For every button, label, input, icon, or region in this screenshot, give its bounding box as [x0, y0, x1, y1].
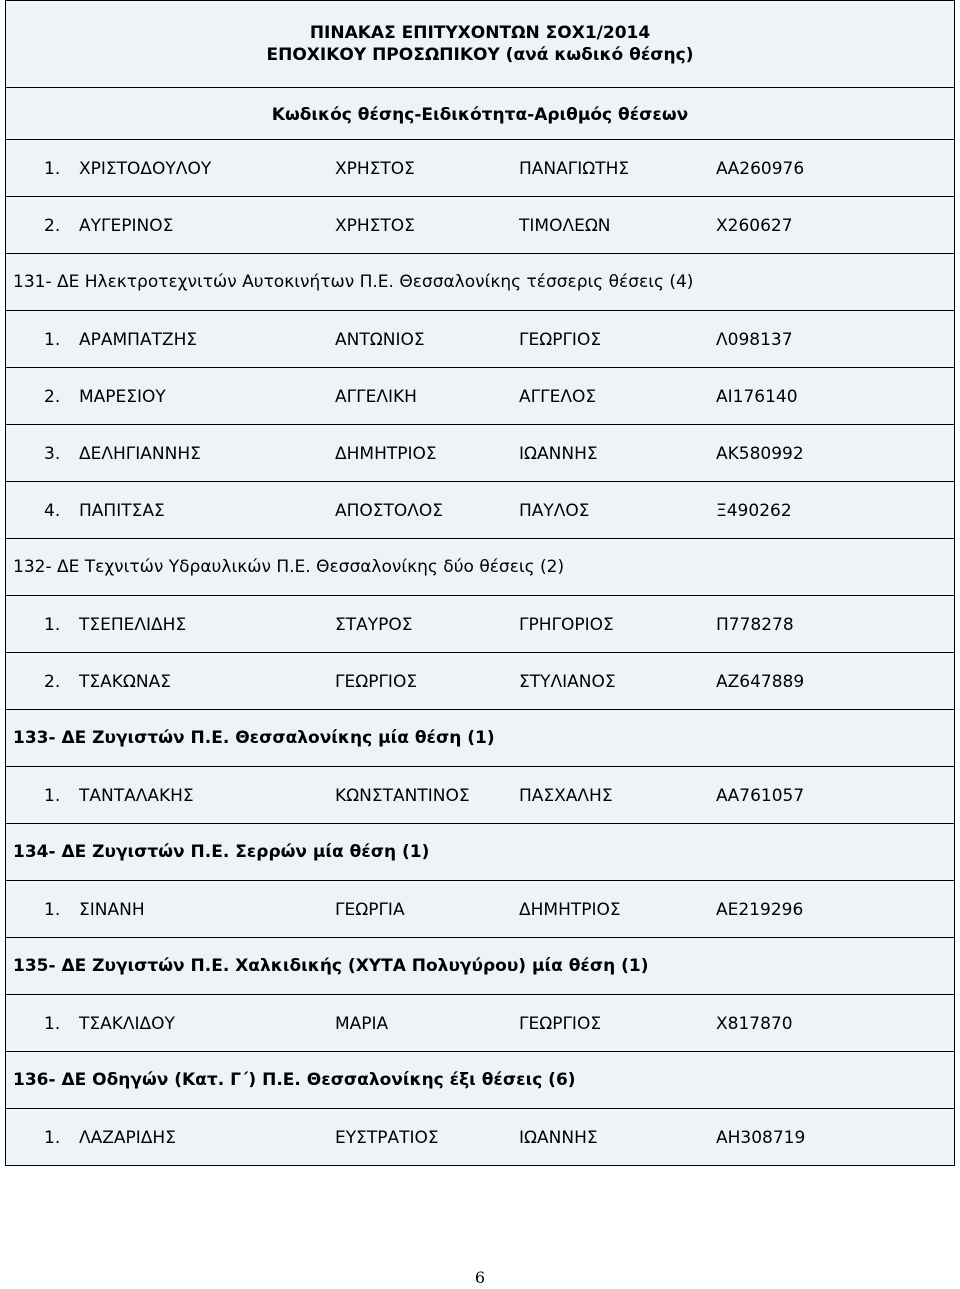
father-name-cell: ΣΤΥΛΙΑΝΟΣ: [519, 672, 616, 692]
row-number: 1.: [44, 1014, 61, 1034]
id-number-cell: ΑΙ176140: [716, 387, 798, 407]
table-row: [5, 482, 955, 539]
section-heading-row: [5, 539, 955, 596]
father-name-cell: ΠΑΥΛΟΣ: [519, 501, 590, 521]
first-name-cell: ΜΑΡΙΑ: [335, 1014, 389, 1034]
id-number-cell: ΑΕ219296: [716, 900, 804, 920]
id-number-cell: Ξ490262: [716, 501, 792, 521]
id-number-cell: ΑΑ761057: [716, 786, 805, 806]
father-name-cell: ΙΩΑΝΝΗΣ: [519, 1128, 598, 1148]
table-row: [5, 881, 955, 938]
row-number: 2.: [44, 387, 61, 407]
row-number: 1.: [44, 786, 61, 806]
id-number-cell: ΑΑ260976: [716, 159, 805, 179]
father-name-cell: ΓΕΩΡΓΙΟΣ: [519, 330, 602, 350]
row-number: 1.: [44, 900, 61, 920]
page-number: 6: [474, 1268, 486, 1287]
results-table: [5, 0, 955, 1166]
table-row: [5, 197, 955, 254]
first-name-cell: ΧΡΗΣΤΟΣ: [335, 216, 415, 236]
section-heading: 134- ΔΕ Ζυγιστών Π.Ε. Σερρών μία θέση (1): [13, 842, 430, 862]
first-name-cell: ΧΡΗΣΤΟΣ: [335, 159, 415, 179]
table-row: [5, 425, 955, 482]
first-name-cell: ΑΓΓΕΛΙΚΗ: [335, 387, 417, 407]
id-number-cell: Π778278: [716, 615, 794, 635]
surname-cell: ΤΣΑΚΩΝΑΣ: [79, 672, 171, 692]
id-number-cell: Χ260627: [716, 216, 793, 236]
id-number-cell: ΑΖ647889: [716, 672, 805, 692]
section-heading-row: [5, 254, 955, 311]
table-row: [5, 596, 955, 653]
row-number: 1.: [44, 159, 61, 179]
father-name-cell: ΠΑΣΧΑΛΗΣ: [519, 786, 613, 806]
surname-cell: ΠΑΠΙΤΣΑΣ: [79, 501, 165, 521]
surname-cell: ΤΣΑΚΛΙΔΟΥ: [79, 1014, 175, 1034]
section-heading-row: [5, 710, 955, 767]
father-name-cell: ΔΗΜΗΤΡΙΟΣ: [519, 900, 621, 920]
section-heading: 132- ΔΕ Τεχνιτών Υδραυλικών Π.Ε. Θεσσαλονίκης δύο θέσεις (2): [13, 557, 565, 577]
first-name-cell: ΕΥΣΤΡΑΤΙΟΣ: [335, 1128, 439, 1148]
row-number: 4.: [44, 501, 61, 521]
table-row: [5, 368, 955, 425]
row-number: 2.: [44, 672, 61, 692]
first-name-cell: ΑΝΤΩΝΙΟΣ: [335, 330, 425, 350]
surname-cell: ΑΡΑΜΠΑΤΖΗΣ: [79, 330, 198, 350]
surname-cell: ΣΙΝΑΝΗ: [79, 900, 145, 920]
first-name-cell: ΔΗΜΗΤΡΙΟΣ: [335, 444, 437, 464]
page-subtitle: ΕΠΟΧΙΚΟΥ ΠΡΟΣΩΠΙΚΟΥ (ανά κωδικό θέσης): [266, 45, 694, 65]
surname-cell: ΜΑΡΕΣΙΟΥ: [79, 387, 166, 407]
surname-cell: ΔΕΛΗΓΙΑΝΝΗΣ: [79, 444, 201, 464]
table-row: [5, 140, 955, 197]
surname-cell: ΛΑΖΑΡΙΔΗΣ: [79, 1128, 176, 1148]
surname-cell: ΑΥΓΕΡΙΝΟΣ: [79, 216, 174, 236]
father-name-cell: ΓΕΩΡΓΙΟΣ: [519, 1014, 602, 1034]
table-row: [5, 1109, 955, 1166]
first-name-cell: ΓΕΩΡΓΙΟΣ: [335, 672, 418, 692]
surname-cell: ΤΑΝΤΑΛΑΚΗΣ: [79, 786, 194, 806]
section-heading-row: [5, 824, 955, 881]
section-heading: 131- ΔΕ Ηλεκτροτεχνιτών Αυτοκινήτων Π.Ε. Θεσσαλονίκης τέσσερις θέσεις (4): [13, 272, 694, 292]
section-heading: 133- ΔΕ Ζυγιστών Π.Ε. Θεσσαλονίκης μία θέση (1): [13, 728, 495, 748]
row-number: 1.: [44, 615, 61, 635]
id-number-cell: Λ098137: [716, 330, 793, 350]
id-number-cell: ΑΗ308719: [716, 1128, 806, 1148]
surname-cell: ΧΡΙΣΤΟΔΟΥΛΟΥ: [79, 159, 212, 179]
row-number: 2.: [44, 216, 61, 236]
table-row: [5, 311, 955, 368]
first-name-cell: ΣΤΑΥΡΟΣ: [335, 615, 413, 635]
table-header: [5, 0, 955, 88]
row-number: 1.: [44, 1128, 61, 1148]
page-title: ΠΙΝΑΚΑΣ ΕΠΙΤΥΧΟΝΤΩΝ ΣΟΧ1/2014: [309, 23, 651, 43]
surname-cell: ΤΣΕΠΕΛΙΔΗΣ: [79, 615, 187, 635]
father-name-cell: ΤΙΜΟΛΕΩΝ: [519, 216, 611, 236]
id-number-cell: ΑΚ580992: [716, 444, 804, 464]
table-row: [5, 995, 955, 1052]
father-name-cell: ΠΑΝΑΓΙΩΤΗΣ: [519, 159, 630, 179]
row-number: 3.: [44, 444, 61, 464]
id-number-cell: Χ817870: [716, 1014, 793, 1034]
section-heading-row: [5, 1052, 955, 1109]
first-name-cell: ΑΠΟΣΤΟΛΟΣ: [335, 501, 444, 521]
row-number: 1.: [44, 330, 61, 350]
father-name-cell: ΓΡΗΓΟΡΙΟΣ: [519, 615, 614, 635]
section-heading: 136- ΔΕ Οδηγών (Κατ. Γ΄) Π.Ε. Θεσσαλονίκης έξι θέσεις (6): [13, 1070, 576, 1090]
first-name-cell: ΓΕΩΡΓΙΑ: [335, 900, 405, 920]
table-row: [5, 653, 955, 710]
table-row: [5, 767, 955, 824]
subheader-text: Κωδικός θέσης-Ειδικότητα-Αριθμός θέσεων: [271, 105, 689, 125]
first-name-cell: ΚΩΝΣΤΑΝΤΙΝΟΣ: [335, 786, 470, 806]
column-subheader: [5, 88, 955, 140]
father-name-cell: ΙΩΑΝΝΗΣ: [519, 444, 598, 464]
section-heading: 135- ΔΕ Ζυγιστών Π.Ε. Χαλκιδικής (ΧΥΤΑ Πολυγύρου) μία θέση (1): [13, 956, 649, 976]
table-body: [5, 140, 955, 1166]
father-name-cell: ΑΓΓΕΛΟΣ: [519, 387, 597, 407]
section-heading-row: [5, 938, 955, 995]
